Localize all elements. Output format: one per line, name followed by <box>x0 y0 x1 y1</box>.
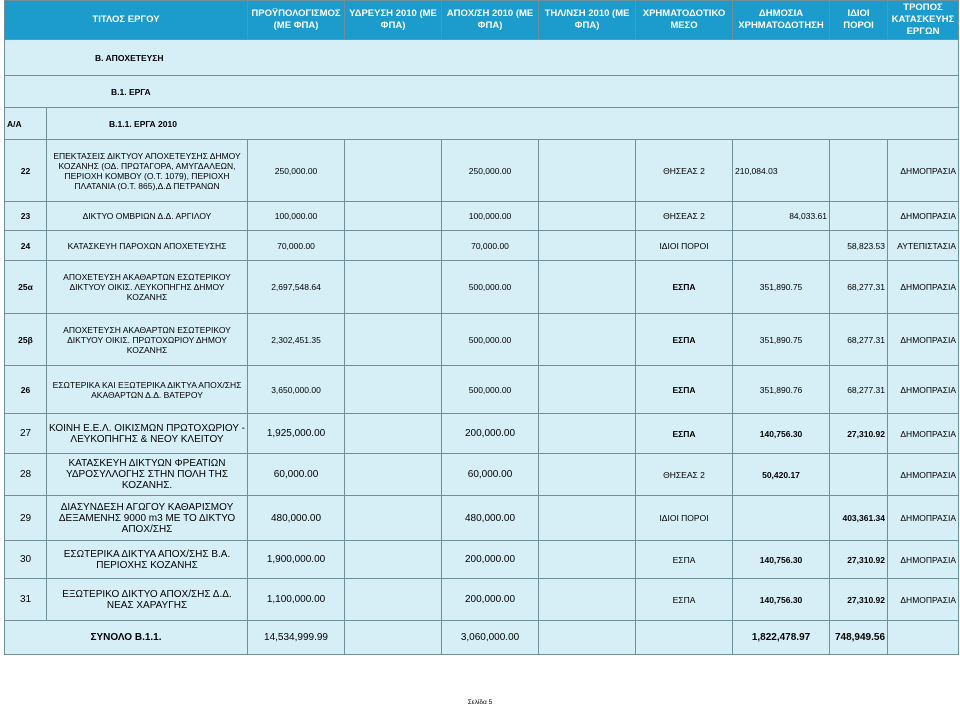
header-telecom: ΤΗΛ/ΝΣΗ 2010 (ΜΕ ΦΠΑ) <box>539 1 636 40</box>
row-budget: 2,302,451.35 <box>248 314 345 366</box>
row-means: ΘΗΣΕΑΣ 2 <box>636 140 733 202</box>
row-means: ΕΣΠΑ <box>636 366 733 414</box>
row-title: ΕΣΩΤΕΡΙΚΑ ΚΑΙ ΕΞΩΤΕΡΙΚΑ ΔΙΚΤΥΑ ΑΠΟΧ/ΣΗΣ ΑΚΑΘΑΡΤΩΝ Δ.Δ. ΒΑΤΕΡΟΥ <box>47 366 248 414</box>
row-means: ΙΔΙΟΙ ΠΟΡΟΙ <box>636 496 733 541</box>
row-own: 68,277.31 <box>830 314 888 366</box>
row-title: ΚΟΙΝΗ Ε.Ε.Λ. ΟΙΚΙΣΜΩΝ ΠΡΩΤΟΧΩΡΙΟΥ - ΛΕΥΚΟΠΗΓΗΣ & ΝΕΟΥ ΚΛΕΙΤΟΥ <box>47 414 248 454</box>
row-number: 30 <box>5 541 47 579</box>
section-title: Β. ΑΠΟΧΕΤΕΥΣΗ <box>5 40 959 76</box>
page-number: Σελίδα 5 <box>467 699 493 706</box>
row-sewage: 200,000.00 <box>442 579 539 621</box>
row-budget: 60,000.00 <box>248 454 345 496</box>
subsection-title: Β.1. ΕΡΓΑ <box>5 76 959 108</box>
row-method: ΔΗΜΟΠΡΑΣΙΑ <box>888 414 959 454</box>
row-public: 140,756.30 <box>733 414 830 454</box>
total-own: 748,949.56 <box>830 621 888 655</box>
row-title: ΑΠΟΧΕΤΕΥΣΗ ΑΚΑΘΑΡΤΩΝ ΕΣΩΤΕΡΙΚΟΥ ΔΙΚΤΥΟΥ ΟΙΚΙΣ. ΛΕΥΚΟΠΗΓΗΣ ΔΗΜΟΥ ΚΟΖΑΝΗΣ <box>47 261 248 314</box>
total-label: ΣΥΝΟΛΟ Β.1.1. <box>5 621 248 655</box>
row-budget: 480,000.00 <box>248 496 345 541</box>
budget-table <box>4 0 959 655</box>
total-public: 1,822,478.97 <box>733 621 830 655</box>
header-budget: ΠΡΟΫΠΟΛΟΓΙΣΜΟΣ (ΜΕ ΦΠΑ) <box>248 1 345 40</box>
table-row <box>5 366 959 414</box>
row-title: ΚΑΤΑΣΚΕΥΗ ΠΑΡΟΧΩΝ ΑΠΟΧΕΤΕΥΣΗΣ <box>47 231 248 261</box>
table-row <box>5 414 959 454</box>
row-public: 351,890.75 <box>733 261 830 314</box>
row-public: 210,084.03 <box>733 140 830 202</box>
total-budget: 14,534,999.99 <box>248 621 345 655</box>
group-row <box>5 108 959 140</box>
row-title: ΕΞΩΤΕΡΙΚΟ ΔΙΚΤΥΟ ΑΠΟΧ/ΣΗΣ Δ.Δ. ΝΕΑΣ ΧΑΡΑΥΓΗΣ <box>47 579 248 621</box>
row-public: 351,890.75 <box>733 314 830 366</box>
row-means: ΕΣΠΑ <box>636 261 733 314</box>
row-method: ΑΥΤΕΠΙΣΤΑΣΙΑ <box>888 231 959 261</box>
row-sewage: 500,000.00 <box>442 261 539 314</box>
table-row <box>5 140 959 202</box>
row-number: 25α <box>5 261 47 314</box>
row-sewage: 500,000.00 <box>442 314 539 366</box>
row-sewage: 480,000.00 <box>442 496 539 541</box>
row-own: 58,823.53 <box>830 231 888 261</box>
row-number: 31 <box>5 579 47 621</box>
header-water: ΥΔΡΕΥΣΗ 2010 (ΜΕ ΦΠΑ) <box>345 1 442 40</box>
group-title: Β.1.1. ΕΡΓΑ 2010 <box>47 108 959 140</box>
row-means: ΘΗΣΕΑΣ 2 <box>636 202 733 231</box>
row-own <box>830 140 888 202</box>
row-budget: 1,925,000.00 <box>248 414 345 454</box>
row-number: 25β <box>5 314 47 366</box>
header-sewage: ΑΠΟΧ/ΣΗ 2010 (ΜΕ ΦΠΑ) <box>442 1 539 40</box>
row-means: ΕΣΠΑ <box>636 314 733 366</box>
row-budget: 250,000.00 <box>248 140 345 202</box>
header-funding-means: ΧΡΗΜΑΤΟΔΟΤΙΚΟ ΜΕΣΟ <box>636 1 733 40</box>
row-means: ΕΣΠΑ <box>636 579 733 621</box>
row-public <box>733 231 830 261</box>
header-title: ΤΙΤΛΟΣ ΕΡΓΟΥ <box>5 1 248 40</box>
row-public: 140,756.30 <box>733 541 830 579</box>
row-method: ΔΗΜΟΠΡΑΣΙΑ <box>888 541 959 579</box>
row-budget: 3,650,000.00 <box>248 366 345 414</box>
total-row <box>5 621 959 655</box>
row-number: 23 <box>5 202 47 231</box>
row-means: ΙΔΙΟΙ ΠΟΡΟΙ <box>636 231 733 261</box>
row-public <box>733 496 830 541</box>
row-title: ΔΙΑΣΥΝΔΕΣΗ ΑΓΩΓΟΥ ΚΑΘΑΡΙΣΜΟΥ ΔΕΞΑΜΕΝΗΣ 9000 m3 ΜΕ ΤΟ ΔΙΚΤΥΟ ΑΠΟΧ/ΣΗΣ <box>47 496 248 541</box>
row-sewage: 200,000.00 <box>442 541 539 579</box>
row-number: 26 <box>5 366 47 414</box>
row-budget: 1,900,000.00 <box>248 541 345 579</box>
row-public: 50,420.17 <box>733 454 830 496</box>
table-row <box>5 579 959 621</box>
header-row <box>5 1 959 40</box>
row-number: 24 <box>5 231 47 261</box>
row-own: 27,310.92 <box>830 414 888 454</box>
table-row <box>5 231 959 261</box>
row-own <box>830 454 888 496</box>
row-public: 140,756.30 <box>733 579 830 621</box>
header-construction-method: ΤΡΟΠΟΣ ΚΑΤΑΣΚΕΥΗΣ ΕΡΓΩΝ <box>888 1 959 40</box>
header-own-resources: ΙΔΙΟΙ ΠΟΡΟΙ <box>830 1 888 40</box>
row-budget: 70,000.00 <box>248 231 345 261</box>
row-budget: 100,000.00 <box>248 202 345 231</box>
row-own: 403,361.34 <box>830 496 888 541</box>
total-sewage: 3,060,000.00 <box>442 621 539 655</box>
row-sewage: 60,000.00 <box>442 454 539 496</box>
row-public: 351,890.76 <box>733 366 830 414</box>
row-method: ΔΗΜΟΠΡΑΣΙΑ <box>888 202 959 231</box>
row-method: ΔΗΜΟΠΡΑΣΙΑ <box>888 454 959 496</box>
row-title: ΕΠΕΚΤΑΣΕΙΣ ΔΙΚΤΥΟΥ ΑΠΟΧΕΤΕΥΣΗΣ ΔΗΜΟΥ ΚΟΖΑΝΗΣ (ΟΔ. ΠΡΩΤΑΓΟΡΑ, ΑΜΥΓΔΑΛΕΩΝ, ΠΕΡΙΟΧΗ ΚΟΜΒΟΥ (Ο.Τ. 1079), ΠΕΡΙΟΧΗ ΠΛΑΤΑΝΙΑ (Ο.Τ. 865),Δ.Δ ΠΕΤΡΑΝΩΝ <box>47 140 248 202</box>
row-method: ΔΗΜΟΠΡΑΣΙΑ <box>888 579 959 621</box>
row-public: 84,033.61 <box>733 202 830 231</box>
table-row <box>5 454 959 496</box>
row-method: ΔΗΜΟΠΡΑΣΙΑ <box>888 366 959 414</box>
row-sewage: 250,000.00 <box>442 140 539 202</box>
subsection-row <box>5 76 959 108</box>
row-method: ΔΗΜΟΠΡΑΣΙΑ <box>888 140 959 202</box>
row-sewage: 100,000.00 <box>442 202 539 231</box>
table-row <box>5 496 959 541</box>
row-title: ΚΑΤΑΣΚΕΥΗ ΔΙΚΤΥΩΝ ΦΡΕΑΤΙΩΝ ΥΔΡΟΣΥΛΛΟΓΗΣ ΣΤΗΝ ΠΟΛΗ ΤΗΣ ΚΟΖΑΝΗΣ. <box>47 454 248 496</box>
row-own: 27,310.92 <box>830 541 888 579</box>
row-budget: 2,697,548.64 <box>248 261 345 314</box>
row-title: ΕΣΩΤΕΡΙΚΑ ΔΙΚΤΥΑ ΑΠΟΧ/ΣΗΣ Β.Α. ΠΕΡΙΟΧΗΣ ΚΟΖΑΝΗΣ <box>47 541 248 579</box>
row-budget: 1,100,000.00 <box>248 579 345 621</box>
row-own: 68,277.31 <box>830 366 888 414</box>
table-row <box>5 314 959 366</box>
row-means: ΘΗΣΕΑΣ 2 <box>636 454 733 496</box>
table-row <box>5 202 959 231</box>
row-means: ΕΣΠΑ <box>636 414 733 454</box>
row-number: 28 <box>5 454 47 496</box>
row-sewage: 500,000.00 <box>442 366 539 414</box>
table-row <box>5 541 959 579</box>
row-number: 27 <box>5 414 47 454</box>
row-title: ΑΠΟΧΕΤΕΥΣΗ ΑΚΑΘΑΡΤΩΝ ΕΣΩΤΕΡΙΚΟΥ ΔΙΚΤΥΟΥ ΟΙΚΙΣ. ΠΡΩΤΟΧΩΡΙΟΥ ΔΗΜΟΥ ΚΟΖΑΝΗΣ <box>47 314 248 366</box>
row-means: ΕΣΠΑ <box>636 541 733 579</box>
row-number: 29 <box>5 496 47 541</box>
row-own: 68,277.31 <box>830 261 888 314</box>
header-public-funding: ΔΗΜΟΣΙΑ ΧΡΗΜΑΤΟΔΟΤΗΣΗ <box>733 1 830 40</box>
table-row <box>5 261 959 314</box>
row-own: 27,310.92 <box>830 579 888 621</box>
row-number: 22 <box>5 140 47 202</box>
aa-label: Α/Α <box>5 108 47 140</box>
row-sewage: 200,000.00 <box>442 414 539 454</box>
row-method: ΔΗΜΟΠΡΑΣΙΑ <box>888 496 959 541</box>
section-row <box>5 40 959 76</box>
row-title: ΔΙΚΤΥΟ ΟΜΒΡΙΩΝ Δ.Δ. ΑΡΓΙΛΟΥ <box>47 202 248 231</box>
row-sewage: 70,000.00 <box>442 231 539 261</box>
row-own <box>830 202 888 231</box>
row-method: ΔΗΜΟΠΡΑΣΙΑ <box>888 261 959 314</box>
row-method: ΔΗΜΟΠΡΑΣΙΑ <box>888 314 959 366</box>
